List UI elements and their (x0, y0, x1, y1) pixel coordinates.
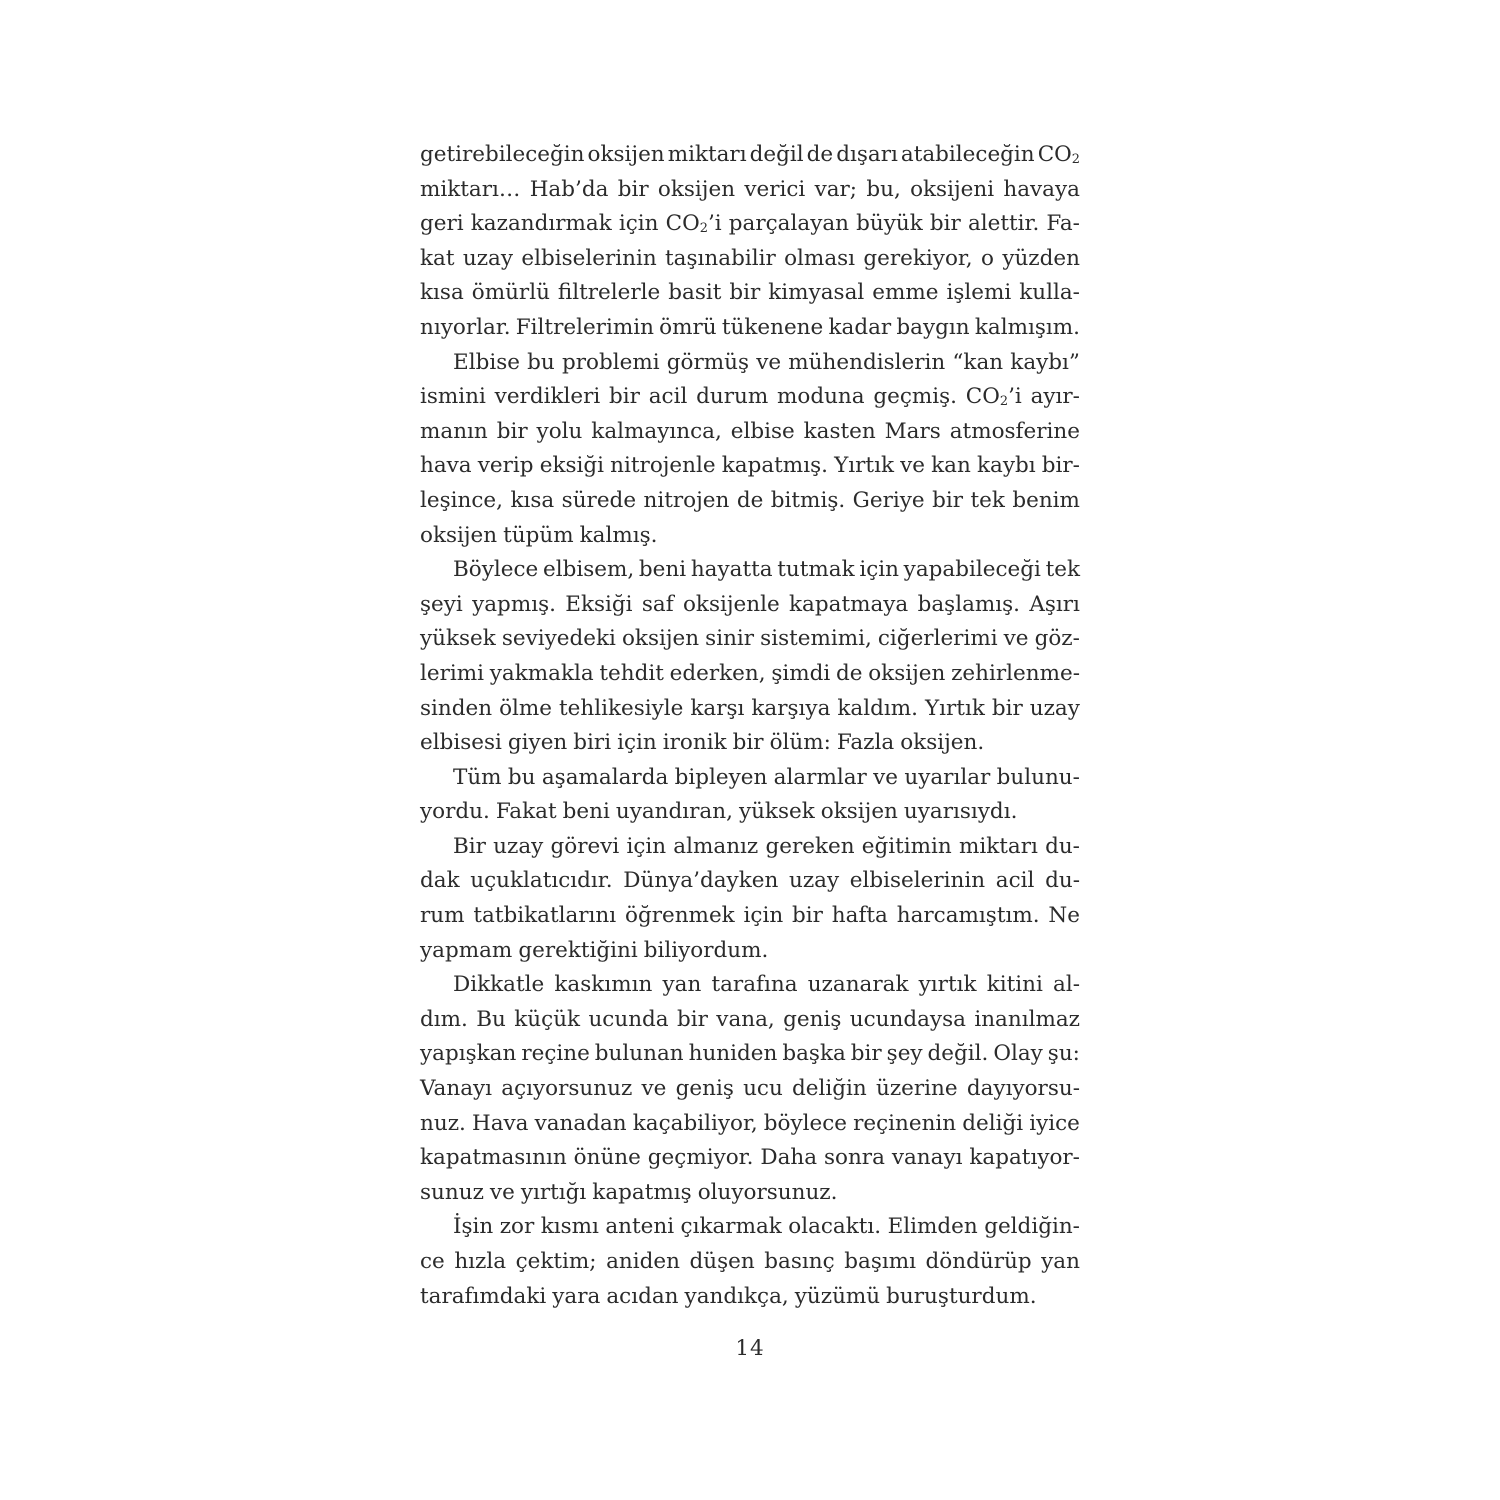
text-line: yapmam gerektiğini biliyordum. (420, 937, 769, 963)
text-line: sunuz ve yırtığı kapatmış oluyorsunuz. (420, 1179, 838, 1205)
text-line: İşin zor kısmı anteni çıkarmak olacaktı. Elimden geldiğin- (453, 1214, 1080, 1240)
text-line: tarafımdaki yara acıdan yandıkça, yüzümü buruşturdum. (420, 1283, 1037, 1309)
text-line: nuz. Hava vanadan kaçabiliyor, böylece reçinenin deliği iyice (420, 1110, 1080, 1136)
text-line: lerimi yakmakla tehdit ederken, şimdi de oksijen zehirlenme- (420, 660, 1080, 686)
text-line: kısa ömürlü filtrelerle basit bir kimyasal emme işlemi kulla- (420, 280, 1080, 306)
text-line: Elbise bu problemi görmüş ve mühendislerin “kan kaybı” (453, 349, 1080, 375)
page-number: 14 (735, 1336, 765, 1361)
text-line: Böylece elbisem, beni hayatta tutmak için yapabileceği tek (453, 557, 1080, 583)
text-line: hava verip eksiği nitrojenle kapatmış. Yırtık ve kan kaybı bir- (420, 453, 1080, 479)
text-line: geri kazandırmak için $CO_2’i$ parçalayan büyük bir alettir. Fa- (420, 211, 1080, 237)
text-line: rum tatbikatlarını öğrenmek için bir hafta harcamıştım. Ne (420, 903, 1080, 929)
text-line: kapatmasının önüne geçmiyor. Daha sonra vanayı kapatıyor- (420, 1145, 1080, 1171)
text-line: Dikkatle kaskımın yan tarafına uzanarak yırtık kitini al- (453, 972, 1080, 998)
body-text (420, 138, 1080, 1314)
text-line: yüksek seviyedeki oksijen sinir sistemimi, ciğerlerimi ve göz- (420, 626, 1080, 652)
text-line: manın bir yolu kalmayınca, elbise kasten Mars atmosferine (420, 418, 1080, 444)
text-line: kat uzay elbiselerinin taşınabilir olması gerekiyor, o yüzden (420, 245, 1080, 271)
text-line: oksijen tüpüm kalmış. (420, 522, 658, 548)
text-line: ce hızla çektim; aniden düşen basınç başımı döndürüp yan (420, 1249, 1080, 1274)
text-line: yapışkan reçine bulunan huniden başka bir şey değil. Olay şu: (420, 1041, 1080, 1067)
text-line: leşince, kısa sürede nitrojen de bitmiş. Geriye bir tek benim (420, 487, 1080, 513)
text-line: nıyorlar. Filtrelerimin ömrü tükenene kadar baygın kalmışım. (420, 314, 1080, 340)
text-line: getirebileceğin oksijen miktarı değil de dışarı atabileceğin $CO_2$ (420, 142, 1080, 167)
text-line: sinden ölme tehlikesiyle karşı karşıya kaldım. Yırtık bir uzay (420, 695, 1080, 721)
text-line: Tüm bu aşamalarda bipleyen alarmlar ve uyarılar bulunu- (453, 764, 1080, 790)
text-line: elbisesi giyen biri için ironik bir ölüm: Fazla oksijen. (420, 730, 985, 756)
text-line: Vanayı açıyorsunuz ve geniş ucu deliğin üzerine dayıyorsu- (420, 1076, 1080, 1102)
text-line: yordu. Fakat beni uyandıran, yüksek oksijen uyarısıydı. (420, 799, 1018, 825)
text-line: ismini verdikleri bir acil durum moduna geçmiş. $CO_2’i$ ayır- (420, 384, 1080, 410)
text-line: miktarı… Hab’da bir oksijen verici var; bu, oksijeni havaya (420, 176, 1080, 202)
text-line: dım. Bu küçük ucunda bir vana, geniş ucundaysa inanılmaz (420, 1006, 1080, 1032)
text-line: dak uçuklatıcıdır. Dünya’dayken uzay elbiselerinin acil du- (420, 868, 1080, 894)
text-line: şeyi yapmış. Eksiği saf oksijenle kapatmaya başlamış. Aşırı (420, 591, 1080, 617)
text-line: Bir uzay görevi için almanız gereken eğitimin miktarı du- (453, 833, 1080, 859)
